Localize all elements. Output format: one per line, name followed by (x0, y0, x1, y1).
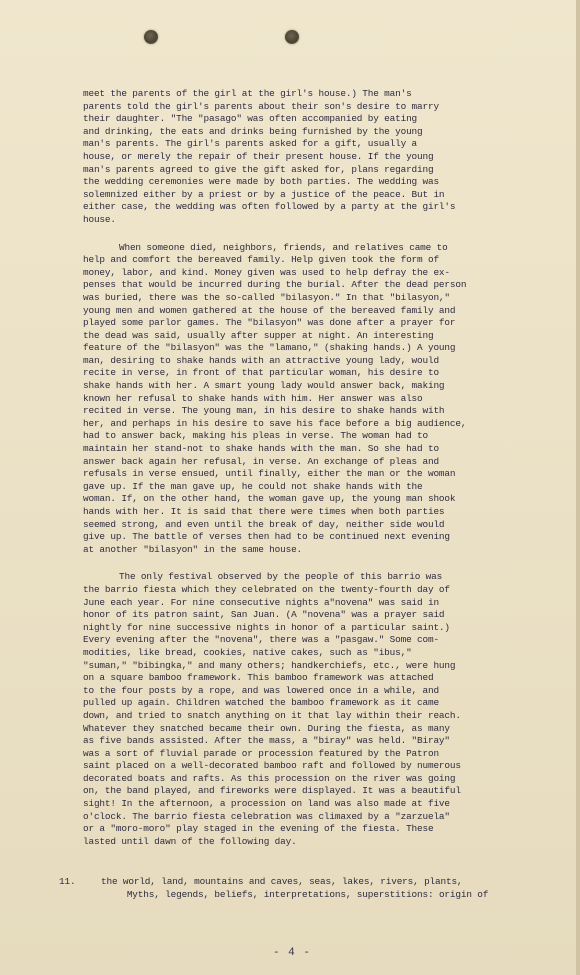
paragraph-gap (83, 227, 533, 242)
text-line: shake hands with her. A smart young lady would answer back, making (83, 380, 445, 392)
text-line: nightly for nine successive nights in honor of a particular saint.) (83, 621, 450, 633)
section-item-11 (59, 863, 533, 900)
paragraph-gap (83, 848, 533, 863)
text-line: recited in verse. The young man, in his desire to shake hands with (83, 405, 445, 417)
binder-hole-left (144, 30, 158, 44)
text-line: man's parents. The girl's parents asked for a gift, usually a (83, 138, 418, 150)
text-line: hands with her. It is said that there were times when both parties (83, 506, 445, 517)
text-line: the barrio fiesta which they celebrated on the twenty-fourth day of (83, 583, 450, 595)
text-line: feature of the "bilasyon" was the "lamano," (shaking hands.) A young (83, 342, 456, 354)
text-line: June each year. For nine consecutive nights a"novena" was said in (83, 596, 439, 608)
text-line: gave up. If the man gave up, he could not shake hands with the (83, 480, 423, 492)
text-line: "suman," "bibingka," and many others; handkerchiefs, etc., were hung (83, 659, 456, 671)
text-line: modities, like bread, cookies, native cakes, such as "ibus," (83, 646, 412, 658)
text-line: at another "bilasyon" in the same house. (83, 543, 303, 555)
text-line: meet the parents of the girl at the girl's house.) The man's (83, 88, 412, 99)
paragraph-death-customs (83, 242, 533, 557)
text-line: o'clock. The barrio fiesta celebration was climaxed by a "zarzuela" (83, 810, 450, 822)
text-line: refusals in verse ensued, until finally, either the man or the woman (83, 468, 456, 480)
text-line: house, or merely the repair of their present house. If the young (83, 150, 434, 162)
text-line: penses that would be incurred during the burial. After the dead person (83, 279, 467, 291)
text-line: as five bands assisted. After the mass, a "biray" was held. "Biray" (83, 735, 450, 747)
item-number: 11. (59, 876, 76, 888)
text-line: seemed strong, and even until the break of day, neither side would (83, 518, 445, 530)
item-11-second-line: the world, land, mountains and caves, seas, lakes, rivers, plants, (101, 876, 463, 888)
text-line: and drinking, the eats and drinks being furnished by the young (83, 125, 423, 137)
text-line: saint placed on a well-decorated bamboo raft and followed by numerous (83, 760, 461, 772)
text-line: known her refusal to shake hands with him. Her answer was also (83, 392, 423, 404)
paragraph-gap (83, 556, 533, 571)
text-line: solemnized either by a priest or by a justice of the peace. But in (83, 188, 445, 200)
text-line: had to answer back, making his pleas in verse. The woman had to (83, 430, 428, 442)
text-line: played some parlor games. The "bilasyon" was done after a prayer for (83, 317, 456, 329)
text-line: their daughter. "The "pasago" was often accompanied by eating (83, 113, 418, 125)
text-line: pulled up again. Children watched the bamboo framework as it came (83, 697, 439, 709)
text-line: to the four posts by a rope, and was lowered once in a while, and (83, 684, 439, 696)
text-line: on, the band played, and fireworks were displayed. It was a beautiful (83, 785, 461, 797)
text-line: or a "moro-moro" play staged in the evening of the fiesta. These (83, 823, 434, 835)
paragraph-barrio-fiesta (83, 571, 533, 848)
text-line: her, and perhaps in his desire to save his face before a big audience, (83, 417, 467, 429)
text-line: parents told the girl's parents about their son's desire to marry (83, 100, 439, 112)
text-line: man's parents agreed to give the gift asked for, plans regarding (83, 163, 434, 175)
text-line: young men and women gathered at the house of the bereaved family and (83, 304, 456, 316)
paragraph-marriage (83, 88, 533, 227)
text-line: lasted until dawn of the following day. (83, 835, 297, 847)
text-line: decorated boats and rafts. As this procession on the river was going (83, 772, 456, 784)
text-line: honor of its patron saint, San Juan. (A "novena" was a prayer said (83, 609, 445, 621)
text-line: maintain her stand-not to shake hands with the man. So she had to (83, 443, 439, 455)
text-line: money, labor, and kind. Money given was used to help defray the ex- (83, 266, 450, 278)
text-line: either case, the wedding was often followed by a party at the girl's (83, 201, 456, 213)
text-line: answer back again her refusal, in verse. An exchange of pleas and (83, 455, 439, 467)
text-line: recite in verse, in front of that particular woman, his desire to (83, 367, 439, 379)
text-line: Every evening after the "novena", there was a "pasgaw." Some com- (83, 634, 439, 646)
text-line: down, and tried to snatch anything on it that lay within their reach. (83, 709, 461, 721)
typewritten-text (59, 88, 533, 900)
text-line: house. (83, 213, 116, 225)
text-line: When someone died, neighbors, friends, and relatives came to (119, 241, 448, 253)
text-line: the dead was said, usually after supper at night. An interesting (83, 329, 434, 341)
text-line: help and comfort the bereaved family. Help given took the form of (83, 254, 439, 266)
text-line: the wedding ceremonies were made by both parties. The wedding was (83, 176, 439, 188)
item-11-line-text: Myths, legends, beliefs, interpretations, superstitions: origin of (126, 888, 489, 900)
binder-hole-right (285, 30, 299, 44)
page-number: - 4 - (272, 947, 311, 959)
text-line: woman. If, on the other hand, the woman gave up, the young man shook (83, 493, 456, 505)
text-line: was buried, there was the so-called "bilasyon." In that "bilasyon," (83, 291, 450, 303)
text-line: sight! In the afternoon, a procession on land was also made at five (83, 798, 450, 810)
text-line: on a square bamboo framework. This bamboo framework was attached (83, 672, 434, 684)
text-line: The only festival observed by the people of this barrio was (119, 571, 443, 583)
text-line: Whatever they snatched became their own. During the fiesta, as many (83, 722, 450, 734)
text-line: give up. The battle of verses then had to be continued next evening (83, 531, 450, 543)
paper-edge (576, 0, 580, 975)
text-line: man, desiring to shake hands with an attractive young lady, would (83, 354, 439, 366)
text-line: was a sort of fluvial parade or procession featured by the Patron (83, 747, 439, 759)
